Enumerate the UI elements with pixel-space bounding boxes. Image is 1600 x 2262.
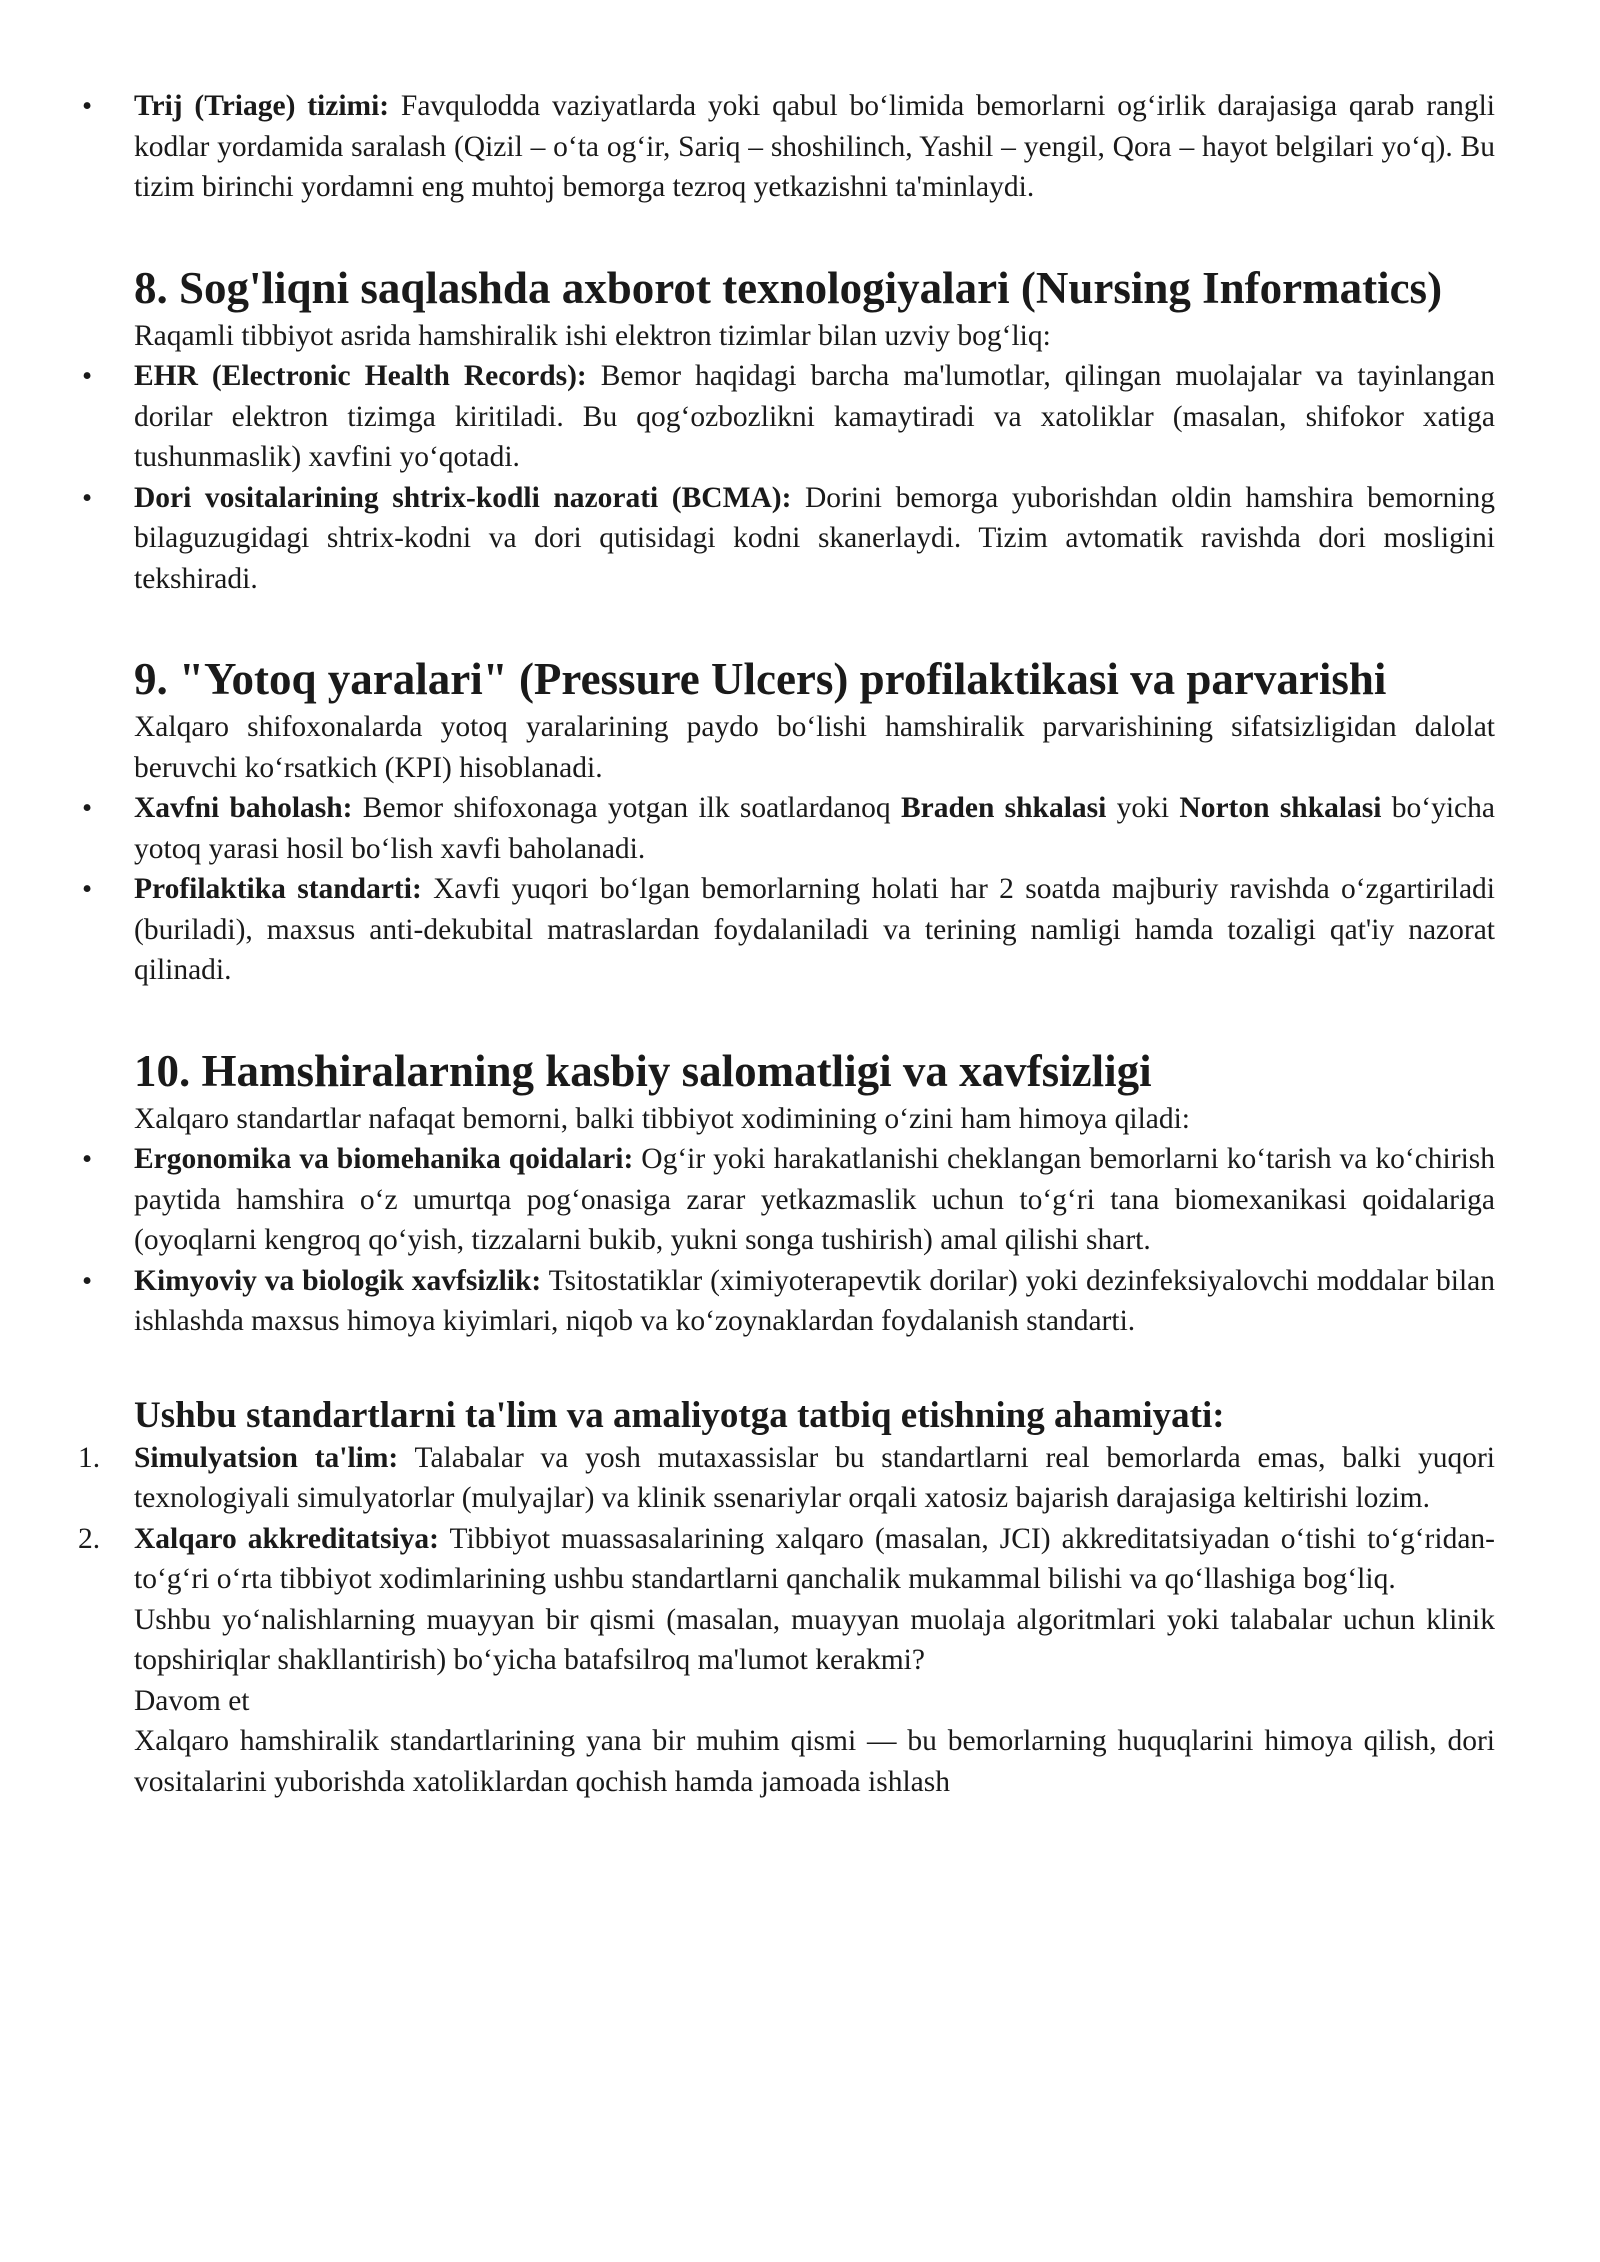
item-lead: Dori vositalarining shtrix-kodli nazorati (BCMA): bbox=[134, 481, 792, 514]
bullet-icon: • bbox=[82, 1264, 93, 1297]
section-list bbox=[82, 788, 1495, 991]
item-lead: EHR (Electronic Health Records): bbox=[134, 360, 587, 392]
section-list bbox=[82, 1139, 1496, 1342]
closing-paragraph: Xalqaro hamshiralik standartlarining yana bir muhim qismi — bu bemorlarning huquqlarini himoya qilish, dori vositalarini yuborishda xatoliklardan qochish hamda jamoada ishlash bbox=[134, 1725, 1495, 1798]
spacer bbox=[134, 1342, 1495, 1394]
section-intro: Raqamli tibbiyot asrida hamshiralik ishi elektron tizimlar bilan uzviy bog‘liq: bbox=[134, 319, 1051, 352]
item-text: Talabalar va yosh mutaxassislar bu standartlarni real bemorlarda emas, balki yuqori texnologiyali simulyatorlar (mulyajlar) va klinik ssenariylar orqali xatosiz bajarish darajasiga keltirishi lozim. bbox=[134, 1441, 1495, 1514]
item-lead: Simulyatsion ta'lim: bbox=[134, 1441, 399, 1474]
list-item bbox=[82, 869, 1495, 991]
item-text: Tsitostatiklar (ximiyoterapevtik dorilar) yoki dezinfeksiyalovchi moddalar bilan ishlashda maxsus himoya kiyimlari, niqob va ko‘zoynaklardan foydalanish standarti. bbox=[134, 1264, 1496, 1337]
item-text: yoki bbox=[1106, 792, 1180, 824]
list-item bbox=[82, 788, 1495, 869]
item-number: 2. bbox=[78, 1522, 101, 1555]
numbered-item bbox=[78, 1519, 1495, 1600]
list-item bbox=[82, 478, 1495, 600]
item-lead: Kimyoviy va biologik xavfsizlik: bbox=[134, 1264, 542, 1297]
item-text: Dorini bemorga yuborishdan oldin hamshira bemorning bilaguzugidagi shtrix-kodni va dori qutisidagi kodni skanerlaydi. Tizim avtomatik ravishda dori mosligini tekshiradi. bbox=[134, 481, 1495, 595]
item-strong: Norton shkalasi bbox=[1179, 792, 1382, 824]
item-lead: Trij (Triage) tizimi: bbox=[134, 90, 390, 122]
numbered-list bbox=[78, 1438, 1495, 1600]
bullet-icon: • bbox=[82, 873, 93, 905]
bullet-icon: • bbox=[82, 1143, 93, 1175]
item-lead: Ergonomika va biomehanika qoidalari: bbox=[134, 1143, 634, 1175]
section-intro: Xalqaro shifoxonalarda yotoq yaralarining paydo bo‘lishi hamshiralik parvarishining sifatsizligidan dalolat beruvchi ko‘rsatkich (KPI) hisoblanadi. bbox=[134, 711, 1495, 784]
document-content bbox=[78, 86, 1496, 1802]
section-heading: 9. "Yotoq yaralari" (Pressure Ulcers) profilaktikasi va parvarishi bbox=[134, 654, 1387, 704]
item-lead: Xavfni baholash: bbox=[134, 792, 353, 824]
section-list bbox=[82, 356, 1495, 599]
bullet-icon: • bbox=[82, 90, 93, 122]
item-text: Bemor haqidagi barcha ma'lumotlar, qilingan muolajalar va tayinlangan dorilar elektron tizimga kiritiladi. Bu qog‘ozbozlikni kamaytiradi va xatoliklar (masalan, shifokor xatiga tushunmaslik) xavfini yo‘qotadi. bbox=[134, 360, 1495, 473]
list-item bbox=[82, 86, 1495, 208]
subsection-heading: Ushbu standartlarni ta'lim va amaliyotga tatbiq etishning ahamiyati: bbox=[134, 1394, 1225, 1436]
bullet-icon: • bbox=[82, 481, 93, 514]
item-number: 1. bbox=[78, 1441, 101, 1474]
follow-up-question: Ushbu yo‘nalishlarning muayyan bir qismi (masalan, muayyan muolaja algoritmlari yoki talabalar uchun klinik topshiriqlar shakllantirish) bo‘yicha batafsilroq ma'lumot kerakmi? bbox=[134, 1603, 1495, 1676]
list-item bbox=[82, 1139, 1495, 1261]
list-item bbox=[82, 356, 1495, 478]
section-heading: 10. Hamshiralarning kasbiy salomatligi va xavfsizligi bbox=[134, 1045, 1152, 1096]
section-heading: 8. Sog'liqni saqlashda axborot texnologiyalari (Nursing Informatics) bbox=[134, 262, 1443, 313]
item-text: bo‘yicha yotoq yarasi hosil bo‘lish xavfi baholanadi. bbox=[134, 792, 1495, 865]
bullet-icon: • bbox=[82, 360, 93, 392]
item-text: Tibbiyot muassasalarining xalqaro (masalan, JCI) akkreditatsiyadan o‘tishi to‘g‘ridan-to‘g‘ri o‘rta tibbiyot xodimlarining ushbu standartlarni qanchalik mukammal bilishi va qo‘llashiga bog‘liq. bbox=[134, 1522, 1495, 1595]
item-text: Bemor shifoxonaga yotgan ilk soatlardanoq bbox=[352, 792, 901, 824]
item-strong: Braden shkalasi bbox=[900, 792, 1107, 824]
bullet-icon: • bbox=[82, 792, 93, 824]
item-lead: Profilaktika standarti: bbox=[134, 873, 422, 905]
list-item bbox=[82, 1261, 1496, 1342]
spacer bbox=[134, 208, 1495, 260]
triage-list bbox=[82, 86, 1495, 208]
item-lead: Xalqaro akkreditatsiya: bbox=[134, 1522, 439, 1555]
continue-prompt: Davom et bbox=[134, 1684, 250, 1717]
section-intro: Xalqaro standartlar nafaqat bemorni, balki tibbiyot xodimining o‘zini ham himoya qiladi: bbox=[134, 1102, 1191, 1135]
item-text: Og‘ir yoki harakatlanishi cheklangan bemorlarni ko‘tarish va ko‘chirish paytida hamshira o‘z umurtqa pog‘onasiga zarar yetkazmaslik uchun to‘g‘ri tana biomexanikasi qoidalariga (oyoqlarni kengroq qo‘yish, tizzalarni bukib, yukni songa tushirish) amal qilishi shart. bbox=[134, 1143, 1495, 1256]
spacer bbox=[134, 991, 1495, 1043]
item-text: Favqulodda vaziyatlarda yoki qabul bo‘limida bemorlarni og‘irlik darajasiga qarab rangli kodlar yordamida saralash (Qizil – o‘ta og‘ir, Sariq – shoshilinch, Yashil – yengil, Qora – hayot belgilari yo‘q). Bu tizim birinchi yordamni eng muhtoj bemorga tezroq yetkazishni ta'minlaydi. bbox=[134, 90, 1495, 203]
spacer bbox=[134, 599, 1495, 651]
item-text: Xavfi yuqori bo‘lgan bemorlarning holati har 2 soatda majburiy ravishda o‘zgartiriladi (buriladi), maxsus anti-dekubital matraslardan foydalaniladi va terining namligi hamda tozaligi qat'iy nazorat qilinadi. bbox=[134, 873, 1495, 986]
numbered-item bbox=[78, 1438, 1495, 1519]
